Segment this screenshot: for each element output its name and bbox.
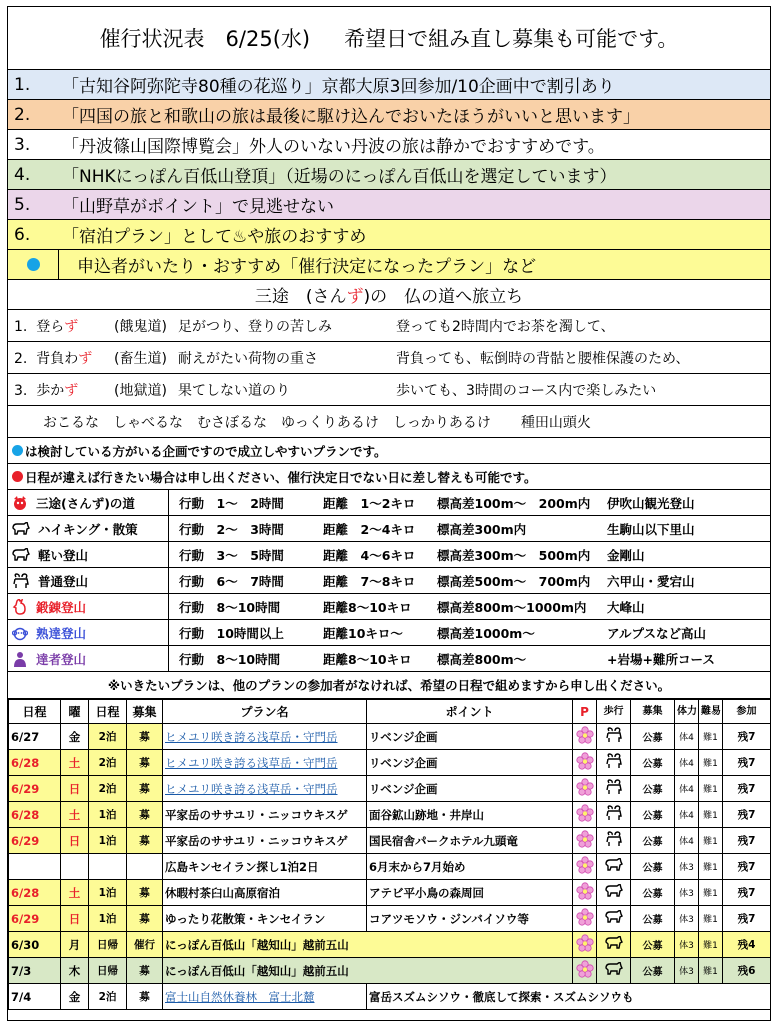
- red-dot-icon: [12, 471, 23, 482]
- cell-plan: にっぽん百低山「越知山」越前五山: [163, 932, 573, 958]
- cell-dow: 日: [61, 776, 89, 802]
- blue-dot-icon: [8, 250, 59, 279]
- cell-join: 残7: [723, 828, 771, 854]
- cell-join: 残7: [723, 880, 771, 906]
- cell-plan: 平家岳のササユリ・ニッコウキスゲ: [163, 802, 367, 828]
- cell-diff: 難1: [699, 828, 723, 854]
- cell-join: 残7: [723, 724, 771, 750]
- col-status: 募集: [127, 700, 163, 724]
- cell-stamina: 体4: [675, 828, 699, 854]
- col-length: 日程: [89, 700, 127, 724]
- col-join: 参加: [723, 700, 771, 724]
- cell-plan: 平家岳のササユリ・ニッコウキスゲ: [163, 828, 367, 854]
- cell-dow: 金: [61, 984, 89, 1010]
- table-row[interactable]: [9, 932, 771, 958]
- cell-recruit: 公募: [631, 880, 675, 906]
- sanzu-heading: 三途 (さん ず )の 仏の道へ旅立ち: [8, 280, 770, 310]
- col-point: ポイント: [367, 700, 573, 724]
- cell-join: 残7: [723, 750, 771, 776]
- cell-date: 6/28: [9, 880, 61, 906]
- cell-dow: [61, 854, 89, 880]
- cell-length: 2泊: [89, 776, 127, 802]
- flower-icon: [573, 724, 597, 750]
- cell-point: リベンジ企画: [367, 776, 573, 802]
- cell-date: 6/30: [9, 932, 61, 958]
- flower-icon: [573, 932, 597, 958]
- wish-note: ※いきたいプランは、他のプランの参加者がなければ、希望の日程で組めますから申し出ください。: [8, 672, 770, 699]
- cell-date: 6/27: [9, 724, 61, 750]
- cell-date: 6/29: [9, 776, 61, 802]
- cell-diff: 難1: [699, 854, 723, 880]
- sheep-icon: [597, 724, 631, 750]
- sheep-icon: [12, 573, 30, 589]
- flower-icon: [573, 802, 597, 828]
- cell-point: 6月末から7月始め: [367, 854, 573, 880]
- blue-dot-icon: [12, 445, 23, 456]
- flower-icon: [573, 828, 597, 854]
- cell-length: 2泊: [89, 984, 127, 1010]
- cell-diff: 難1: [699, 776, 723, 802]
- level-row: 軽い登山 行動 3～ 5時間 距離 4～6キロ 標高差300m～ 500m内 金剛山: [8, 542, 770, 568]
- cell-plan: ゆったり花散策・キンセイラン: [163, 906, 367, 932]
- quote-author: 種田山頭火: [520, 414, 591, 431]
- verse-3: 3. 歩かず (地獄道) 果てしない道のり 歩いても、3時間のコース内で楽しみたい: [8, 374, 770, 406]
- cell-plan[interactable]: ヒメユリ咲き誇る浅草岳・守門岳: [163, 724, 367, 750]
- verse-2: 2. 背負わず (畜生道) 耐えがたい荷物の重さ 背負っても、転倒時の背骷と腰椎保護のため、: [8, 342, 770, 374]
- dog-icon: [597, 906, 631, 932]
- cell-length: [89, 854, 127, 880]
- flower-icon: [573, 750, 597, 776]
- page-title: [8, 7, 770, 70]
- cell-plan[interactable]: ヒメユリ咲き誇る浅草岳・守門岳: [163, 750, 367, 776]
- level-row: 鍛錬登山 行動 8～10時間 距離8～10キロ 標高差800m～1000m内 大峰山: [8, 594, 770, 620]
- dog-icon: [12, 548, 30, 562]
- cell-point: 面谷鉱山跡地・井岸山: [367, 802, 573, 828]
- cell-dow: 土: [61, 750, 89, 776]
- title-note: 希望日で組み直し募集も可能です。: [344, 27, 679, 51]
- cell-point: コアツモソウ・ジンバイソウ等: [367, 906, 573, 932]
- cell-stamina: 体4: [675, 802, 699, 828]
- cell-dow: 日: [61, 828, 89, 854]
- cell-dow: 月: [61, 932, 89, 958]
- cell-stamina: 体3: [675, 932, 699, 958]
- person-icon: [12, 651, 28, 667]
- cell-recruit: 公募: [631, 802, 675, 828]
- dog-icon: [597, 854, 631, 880]
- cell-stamina: 体3: [675, 880, 699, 906]
- cell-point: リベンジ企画: [367, 724, 573, 750]
- cell-join: 残4: [723, 932, 771, 958]
- table-row[interactable]: [9, 802, 771, 828]
- cell-plan: 広島キンセイラン探し1泊2日: [163, 854, 367, 880]
- col-p: P: [573, 700, 597, 724]
- cell-point: 国民宿舎パークホテル九頭竜: [367, 828, 573, 854]
- col-stamina: 体力: [675, 700, 699, 724]
- cell-length: 2泊: [89, 750, 127, 776]
- cell-status: 募: [127, 880, 163, 906]
- cell-dow: 土: [61, 802, 89, 828]
- table-row[interactable]: [9, 776, 771, 802]
- flower-icon: [573, 776, 597, 802]
- table-header: [9, 700, 771, 724]
- cell-date: 6/28: [9, 750, 61, 776]
- col-dow: 曜: [61, 700, 89, 724]
- table-row[interactable]: [9, 906, 771, 932]
- cell-dow: 土: [61, 880, 89, 906]
- schedule-table: [8, 699, 771, 1010]
- cell-length: 日帰: [89, 958, 127, 984]
- cell-status: 募: [127, 776, 163, 802]
- cell-join: 残7: [723, 776, 771, 802]
- cell-stamina: 体3: [675, 958, 699, 984]
- cell-recruit: 公募: [631, 854, 675, 880]
- level-row: 熟達登山 行動 10時間以上 距離10キロ～ 標高差1000m～ アルプスなど高山: [8, 620, 770, 646]
- note-red: 日程が違えば行きたい場合は申し出ください、催行決定日でない日に差し替えも可能です。: [8, 464, 770, 490]
- cell-point: 富岳スズムシソウ・徹底して探索・スズムシソウも: [367, 984, 771, 1010]
- dog-icon: [12, 522, 30, 536]
- cell-date: [9, 854, 61, 880]
- cell-recruit: 公募: [631, 750, 675, 776]
- cell-date: 6/29: [9, 906, 61, 932]
- verse-1: 1. 登らず (餓鬼道) 足がつり、登りの苦しみ 登っても2時間内でお茶を濁して、: [8, 310, 770, 342]
- cell-recruit: 公募: [631, 828, 675, 854]
- table-row[interactable]: [9, 880, 771, 906]
- cell-recruit: 公募: [631, 958, 675, 984]
- cell-status: 催行: [127, 932, 163, 958]
- title-date: 催行状況表 6/25(水): [99, 27, 311, 51]
- col-date: 日程: [9, 700, 61, 724]
- notice-1: 1. 「古知谷阿弥陀寺80種の花巡り」京都大原3回参加/10企画中で割引あり: [8, 70, 770, 100]
- cell-length: 1泊: [89, 906, 127, 932]
- col-diff: 難易: [699, 700, 723, 724]
- cell-status: 募: [127, 958, 163, 984]
- cell-diff: 難1: [699, 724, 723, 750]
- notice-3: 3. 「丹波篠山国際博覧会」外人のいない丹波の旅は静かでおすすめです。: [8, 130, 770, 160]
- cell-status: [127, 854, 163, 880]
- flower-icon: [573, 906, 597, 932]
- cell-diff: 難1: [699, 880, 723, 906]
- table-row[interactable]: [9, 984, 771, 1010]
- cell-date: 7/3: [9, 958, 61, 984]
- sheep-icon: [597, 776, 631, 802]
- sheep-icon: [597, 802, 631, 828]
- cell-length: 日帰: [89, 932, 127, 958]
- flower-icon: [573, 880, 597, 906]
- dog-icon: [597, 958, 631, 984]
- face-icon: [12, 495, 28, 511]
- level-row: 三途(さんず)の道 行動 1～ 2時間 距離 1～2キロ 標高差100m～ 200m内 伊吹山観光登山: [8, 490, 770, 516]
- cell-recruit: 公募: [631, 776, 675, 802]
- cell-plan: 休暇村茶臼山高原宿泊: [163, 880, 367, 906]
- cell-status: 募: [127, 802, 163, 828]
- cell-diff: 難1: [699, 750, 723, 776]
- cell-point: リベンジ企画: [367, 750, 573, 776]
- flower-icon: [573, 958, 597, 984]
- cell-plan[interactable]: 富士山自然休養林 富士北麓: [163, 984, 367, 1010]
- cell-date: 6/28: [9, 802, 61, 828]
- table-row[interactable]: [9, 958, 771, 984]
- cell-plan[interactable]: ヒメユリ咲き誇る浅草岳・守門岳: [163, 776, 367, 802]
- dog-icon: [597, 932, 631, 958]
- cell-status: 募: [127, 828, 163, 854]
- cell-diff: 難1: [699, 802, 723, 828]
- cell-point: アテビ平小鳥の森周回: [367, 880, 573, 906]
- cell-dow: 日: [61, 906, 89, 932]
- notice-5: 5. 「山野草がポイント」で見逃せない: [8, 190, 770, 220]
- notice-4: 4. 「NHKにっぽん百低山登頂」（近場のにっぽん百低山を選定しています）: [8, 160, 770, 190]
- level-row: 達者登山 行動 8～10時間 距離8～10キロ 標高差800m～ +岩場+難所コース: [8, 646, 770, 672]
- cell-dow: 金: [61, 724, 89, 750]
- cell-diff: 難1: [699, 958, 723, 984]
- cell-status: 募: [127, 906, 163, 932]
- table-row[interactable]: [9, 828, 771, 854]
- cell-length: 2泊: [89, 724, 127, 750]
- cell-stamina: 体3: [675, 906, 699, 932]
- flower-icon: [573, 854, 597, 880]
- cell-diff: 難1: [699, 932, 723, 958]
- dot-notice: 申込者がいたり・おすすめ「催行決定になったプラン」など: [8, 250, 770, 280]
- cell-recruit: 公募: [631, 932, 675, 958]
- monkey-icon: [12, 625, 28, 641]
- table-row[interactable]: [9, 750, 771, 776]
- level-row: ハイキング・散策 行動 2～ 3時間 距離 2～4キロ 標高差300m内 生駒山以下里山: [8, 516, 770, 542]
- sheep-icon: [597, 828, 631, 854]
- cell-join: 残7: [723, 802, 771, 828]
- col-recruit: 募集: [631, 700, 675, 724]
- notice-6: 6. 「宿泊プラン」として♨や旅のおすすめ: [8, 220, 770, 250]
- sheep-icon: [597, 750, 631, 776]
- cell-date: 7/4: [9, 984, 61, 1010]
- cell-join: 残6: [723, 958, 771, 984]
- cell-join: 残7: [723, 854, 771, 880]
- cell-date: 6/29: [9, 828, 61, 854]
- cell-join: 残7: [723, 906, 771, 932]
- cell-status: 募: [127, 750, 163, 776]
- cell-recruit: 公募: [631, 906, 675, 932]
- cell-stamina: 体3: [675, 854, 699, 880]
- cell-dow: 木: [61, 958, 89, 984]
- cell-recruit: 公募: [631, 724, 675, 750]
- notice-2: 2. 「四国の旅と和歌山の旅は最後に駆け込んでおいたほうがいいと思います」: [8, 100, 770, 130]
- col-plan: プラン名: [163, 700, 367, 724]
- cell-stamina: 体4: [675, 750, 699, 776]
- col-walk: 歩行: [597, 700, 631, 724]
- status-sheet: [7, 6, 771, 1021]
- table-row[interactable]: [9, 724, 771, 750]
- table-row[interactable]: [9, 854, 771, 880]
- rooster-icon: [12, 599, 28, 615]
- cell-diff: 難1: [699, 906, 723, 932]
- cell-status: 募: [127, 724, 163, 750]
- cell-length: 1泊: [89, 880, 127, 906]
- dog-icon: [597, 880, 631, 906]
- note-blue: は検討している方がいる企画ですので成立しやすいプランです。: [8, 438, 770, 464]
- cell-stamina: 体4: [675, 724, 699, 750]
- cell-stamina: 体4: [675, 776, 699, 802]
- cell-status: 募: [127, 984, 163, 1010]
- cell-length: 1泊: [89, 802, 127, 828]
- level-row: 普通登山 行動 6～ 7時間 距離 7～8キロ 標高差500m～ 700m内 六甲山・愛宕山: [8, 568, 770, 594]
- cell-length: 1泊: [89, 828, 127, 854]
- santoka-quote: おこるな しゃべるな むさぼるな ゆっくりあるけ しっかりあるけ 種田山頭火: [8, 406, 770, 438]
- cell-plan: にっぽん百低山「越知山」越前五山: [163, 958, 573, 984]
